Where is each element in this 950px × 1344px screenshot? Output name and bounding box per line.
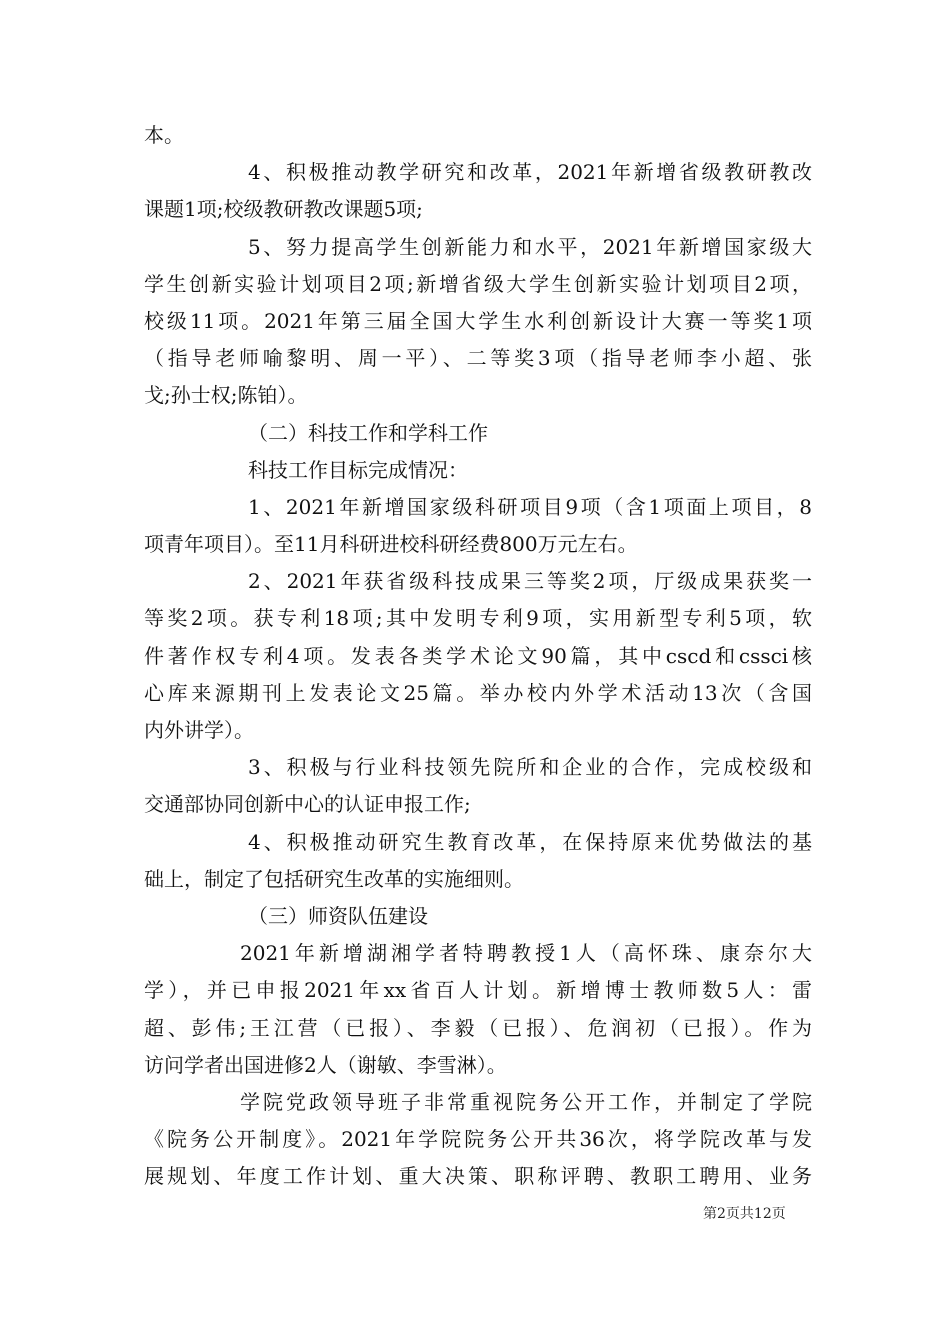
text-line: 交通部协同创新中心的认证申报工作; [144, 792, 471, 817]
page-number: 第2页共12页 [703, 1206, 786, 1222]
text-line: 件著作权专利4项。发表各类学术论文90篇，其中cscd和cssci核 [144, 643, 812, 668]
text-line: 4、积极推动研究生教育改革，在保持原来优势做法的基 [248, 829, 812, 854]
text-line: 2、2021年获省级科技成果三等奖2项，厅级成果获奖一 [248, 569, 812, 594]
text-line: 学），并已申报2021年xx省百人计划。新增博士教师数5人：雷 [144, 978, 812, 1003]
text-line: 访问学者出国进修2人（谢敏、李雪淋）。 [144, 1052, 507, 1077]
text-line: 科技工作目标完成情况： [248, 457, 468, 482]
text-line: 课题1项;校级教研教改课题5项; [144, 197, 423, 222]
text-line: 《院务公开制度》。2021年学院院务公开共36次，将学院改革与发 [144, 1127, 812, 1152]
text-line: 5、努力提高学生创新能力和水平，2021年新增国家级大 [248, 234, 812, 259]
text-line: 展规划、年度工作计划、重大决策、职称评聘、教职工聘用、业务 [144, 1164, 812, 1189]
text-line: 学院党政领导班子非常重视院务公开工作，并制定了学院 [240, 1089, 812, 1114]
text-line: 4、积极推动教学研究和改革，2021年新增省级教研教改 [248, 160, 812, 185]
text-line: 戈;孙士权;陈铂）。 [144, 383, 308, 408]
text-line: （指导老师喻黎明、周一平）、二等奖3项（指导老师李小超、张 [144, 346, 812, 371]
text-line: 2021年新增湖湘学者特聘教授1人（高怀珠、康奈尔大 [240, 941, 812, 966]
text-line: 超、彭伟;王江营（已报）、李毅（已报）、危润初（已报）。作为 [144, 1015, 812, 1040]
text-line: 3、积极与行业科技领先院所和企业的合作，完成校级和 [248, 755, 812, 780]
text-line: 校级11项。2021年第三届全国大学生水利创新设计大赛一等奖1项 [144, 308, 812, 333]
text-line: 础上，制定了包括研究生改革的实施细则。 [144, 866, 524, 891]
text-line: 内外讲学）。 [144, 718, 254, 742]
section-heading: （三）师资队伍建设 [248, 903, 428, 928]
document-body [144, 117, 812, 1195]
text-line: 心库来源期刊上发表论文25篇。举办校内外学术活动13次（含国 [144, 680, 812, 705]
text-line: 本。 [144, 123, 184, 147]
section-heading: （二）科技工作和学科工作 [248, 420, 488, 445]
text-line: 1、2021年新增国家级科研项目9项（含1项面上项目，8 [248, 494, 812, 519]
text-line: 学生创新实验计划项目2项;新增省级大学生创新实验计划项目2项， [144, 271, 812, 296]
text-line: 等奖2项。获专利18项;其中发明专利9项，实用新型专利5项，软 [144, 606, 812, 631]
text-line: 项青年项目）。至11月科研进校科研经费800万元左右。 [144, 532, 638, 557]
